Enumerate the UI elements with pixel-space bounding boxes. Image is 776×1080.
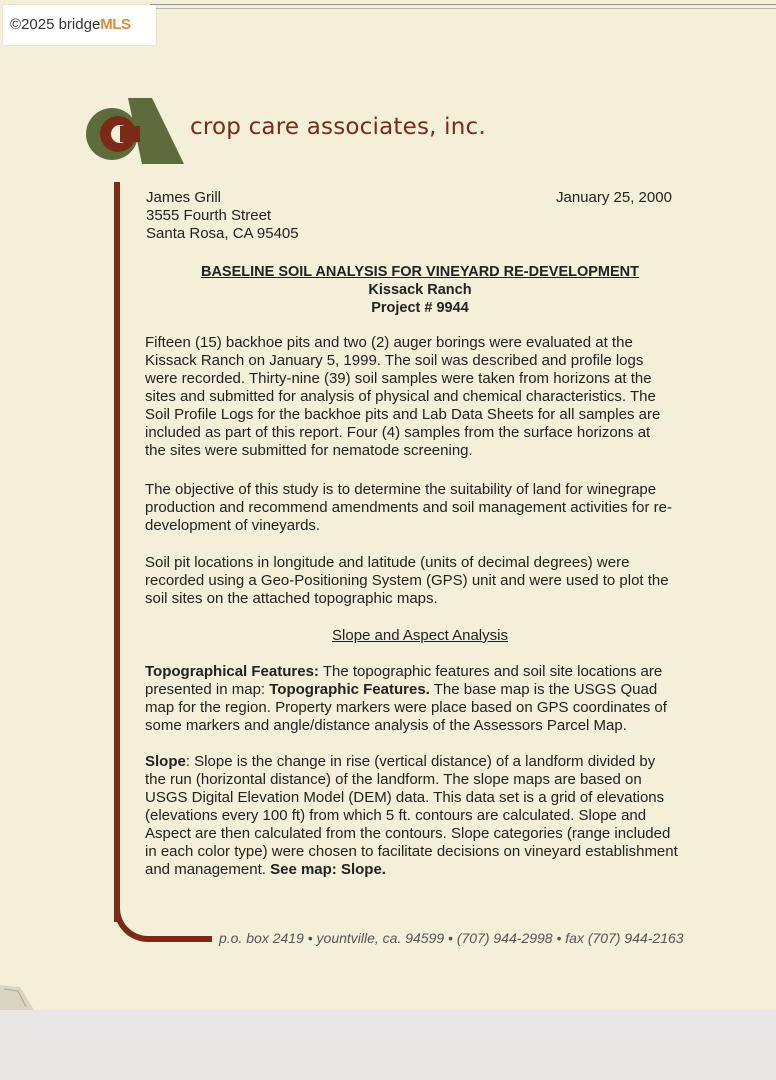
paragraph-line: included as part of this report. Four (4) samples from the surface horizons at — [145, 424, 651, 441]
report-title: BASELINE SOIL ANALYSIS FOR VINEYARD RE-DEVELOPMENT — [200, 264, 640, 280]
recipient-city: Santa Rosa, CA 95405 — [146, 225, 299, 242]
inline-text: and management. — [145, 861, 271, 878]
paragraph-line: the sites were submitted for nematode screening. — [145, 442, 473, 459]
paragraph-line — [145, 861, 693, 879]
topographical-label: Topographical Features: — [145, 663, 319, 680]
paragraph-line: soil sites on the attached topographic maps. — [145, 590, 438, 607]
paragraph-line: Aspect are then calculated from the contours. Slope categories (range included — [145, 825, 671, 842]
top-rule-secondary — [150, 8, 776, 9]
paragraph-line: recorded using a Geo-Positioning System (GPS) unit and were used to plot the — [145, 572, 669, 589]
paragraph-line: were recorded. Thirty-nine (39) soil samples were taken from horizons at the — [145, 370, 652, 387]
paragraph-line: in each color type) were chosen to facilitate decisions on vineyard establishment — [145, 843, 678, 860]
paragraph-line: Fifteen (15) backhoe pits and two (2) auger borings were evaluated at the — [145, 334, 633, 351]
paragraph-slope — [145, 753, 693, 879]
paragraph-line: the run (horizontal distance) of the landform. The slope maps are based on — [145, 771, 642, 788]
inline-text: The base map is the USGS Quad — [429, 681, 658, 698]
paragraph-line — [145, 663, 693, 681]
top-rule — [150, 4, 776, 5]
company-logo-icon — [84, 94, 188, 166]
letterhead-corner-curve — [114, 902, 154, 942]
paragraph-line: some markers and angle/distance analysis of the Assessors Parcel Map. — [145, 717, 627, 734]
paragraph-topographical — [145, 663, 693, 735]
paragraph-sampling — [145, 334, 693, 460]
paragraph-line — [145, 753, 693, 771]
paragraph-line: (elevations every 100 ft) from which 5 ft. contours are calculated. Slope and — [145, 807, 647, 824]
recipient-street: 3555 Fourth Street — [146, 207, 272, 224]
inline-text: : Slope is the change in rise (vertical distance) of a landform divided by — [185, 753, 656, 770]
paragraph-line: The objective of this study is to determine the suitability of land for winegrape — [145, 481, 657, 498]
recipient-address — [146, 189, 299, 243]
paragraph-objective — [145, 481, 693, 535]
project-number: Project # 9944 — [371, 300, 469, 316]
report-heading — [146, 263, 694, 317]
ranch-name: Kissack Ranch — [368, 282, 472, 298]
slope-label: Slope — [145, 753, 186, 770]
paragraph-line: development of vineyards. — [145, 517, 321, 534]
footer-contact: p.o. box 2419 • yountville, ca. 94599 • (707) 944-2998 • fax (707) 944-2163 — [219, 930, 684, 946]
paragraph-gps — [145, 554, 693, 608]
paragraph-line: production and recommend amendments and soil management activities for re- — [145, 499, 672, 516]
paragraph-line: Kissack Ranch on January 5, 1999. The soil was described and profile logs — [145, 352, 644, 369]
copyright-watermark — [3, 5, 156, 45]
recipient-name: James Grill — [146, 189, 222, 206]
watermark-copyright-text: ©2025 bridge — [10, 16, 101, 33]
letterhead-sidebar-rule — [114, 182, 120, 922]
letter-date: January 25, 2000 — [556, 189, 672, 206]
inline-text: presented in map: — [145, 681, 270, 698]
paragraph-line — [145, 681, 693, 699]
company-name: crop care associates, inc. — [190, 114, 486, 140]
watermark-brand-text: MLS — [100, 16, 131, 33]
paragraph-line: Soil pit locations in longitude and latitude (units of decimal degrees) were — [145, 554, 630, 571]
paragraph-line: map for the region. Property markers were place based on GPS coordinates of — [145, 699, 667, 716]
folded-corner-icon — [0, 985, 36, 1010]
paragraph-line: Soil Profile Logs for the backhoe pits and Lab Data Sheets for all samples are — [145, 406, 661, 423]
section-subheading: Slope and Aspect Analysis — [332, 627, 508, 644]
letterhead-bottom-rule — [150, 936, 212, 942]
paragraph-line: sites and submitted for analysis of physical and chemical characteristics. The — [145, 388, 656, 405]
inline-text: The topographic features and soil site locations are — [318, 663, 663, 680]
map-reference: Topographic Features. — [269, 681, 430, 698]
map-reference: See map: Slope. — [270, 861, 386, 878]
paragraph-line: USGS Digital Elevation Model (DEM) data. This data set is a grid of elevations — [145, 789, 665, 806]
